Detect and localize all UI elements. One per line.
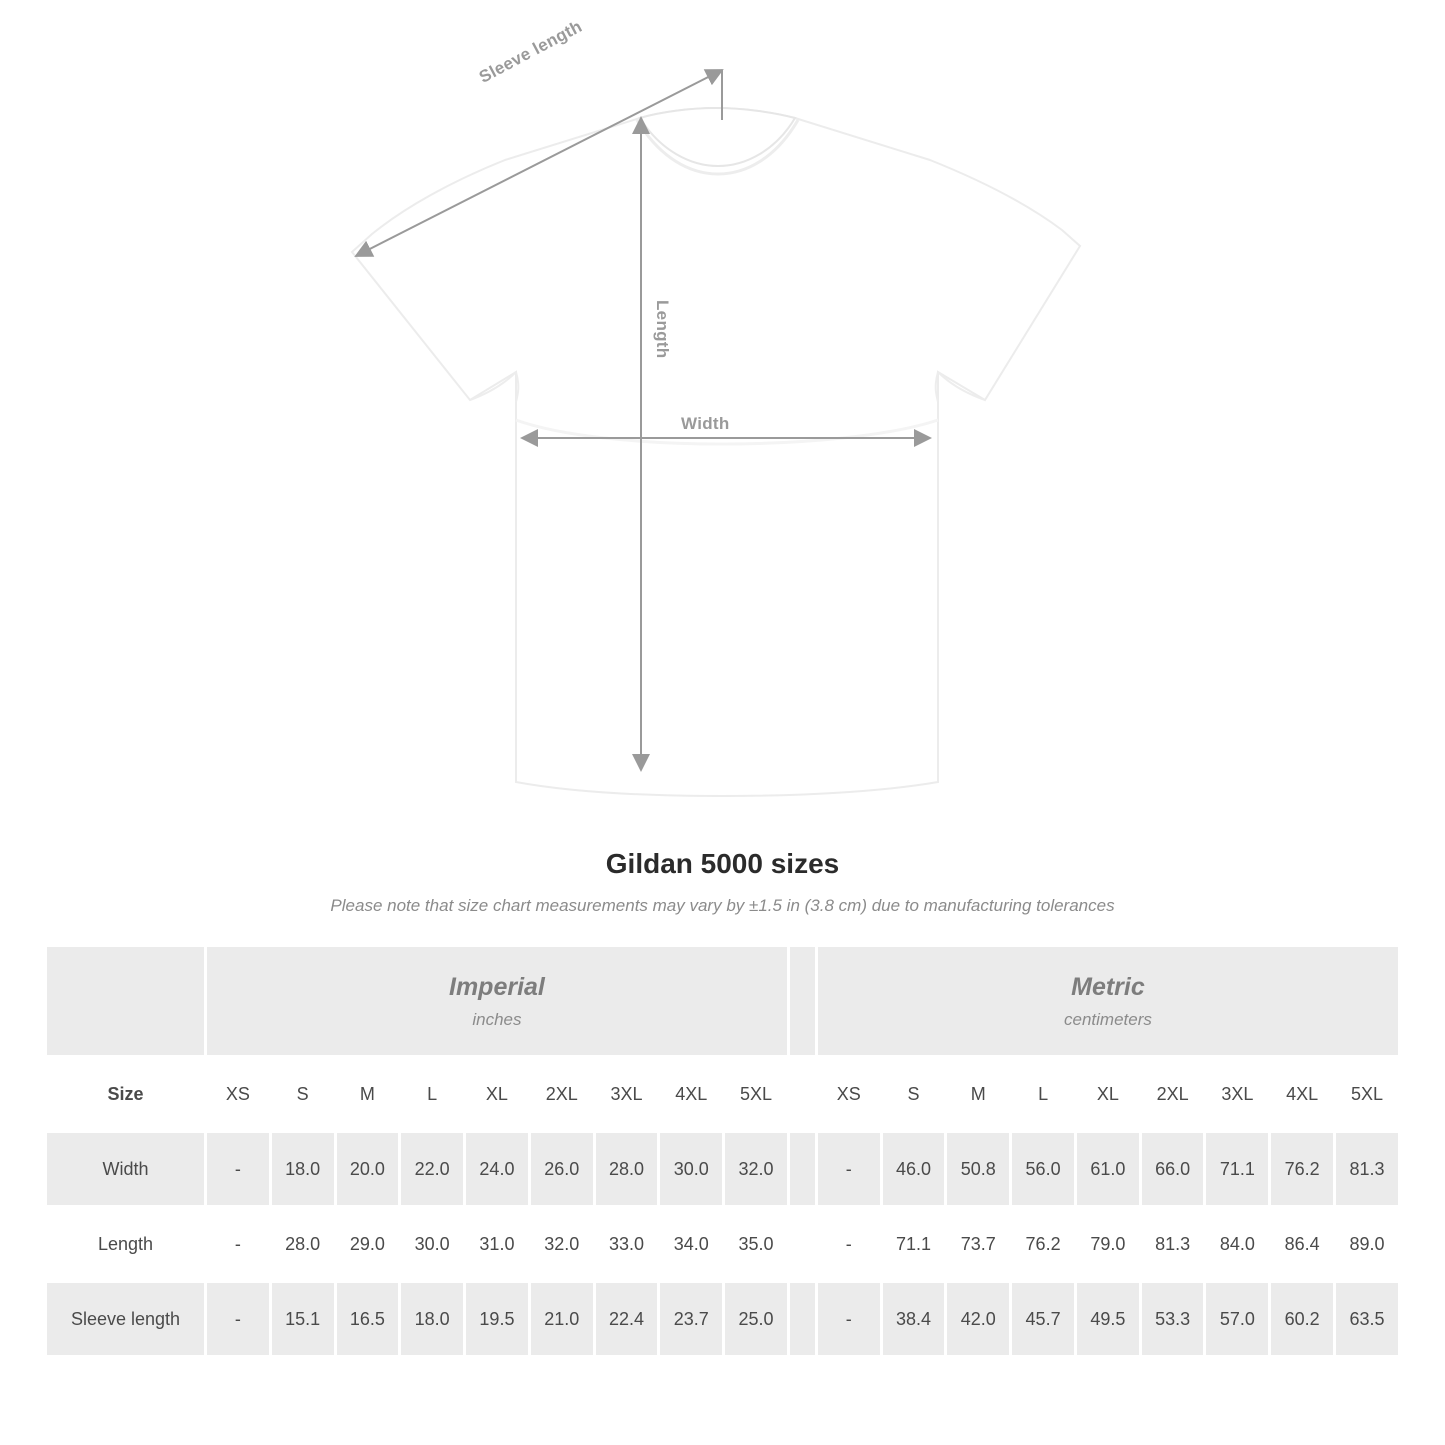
measurement-cell: 53.3 (1140, 1282, 1205, 1357)
measurement-cell: 28.0 (270, 1207, 335, 1282)
measurement-cell: 35.0 (724, 1207, 789, 1282)
measurement-label: Sleeve length (46, 1282, 206, 1357)
tshirt-shape (352, 108, 1080, 796)
unit-group-sub: centimeters (1064, 1009, 1152, 1029)
measurement-cell: - (206, 1132, 271, 1207)
sleeve-length-label: Sleeve length (476, 16, 586, 87)
measurement-cell: 50.8 (946, 1132, 1011, 1207)
length-label: Length (653, 300, 672, 359)
measurement-cell: 86.4 (1270, 1207, 1335, 1282)
size-header-cell: S (270, 1057, 335, 1132)
measurement-cell: 60.2 (1270, 1282, 1335, 1357)
measurement-cell: 34.0 (659, 1207, 724, 1282)
measurement-cell: 32.0 (529, 1207, 594, 1282)
measurement-cell: 84.0 (1205, 1207, 1270, 1282)
unit-gap-cell (788, 1207, 816, 1282)
measurement-cell: 45.7 (1011, 1282, 1076, 1357)
size-header-cell: M (335, 1057, 400, 1132)
measurement-cell: 71.1 (1205, 1132, 1270, 1207)
size-header-cell: 5XL (1335, 1057, 1400, 1132)
size-header-cell: 2XL (1140, 1057, 1205, 1132)
measurement-cell: 19.5 (465, 1282, 530, 1357)
measurement-cell: 56.0 (1011, 1132, 1076, 1207)
measurement-cell: - (816, 1207, 881, 1282)
measurement-label: Length (46, 1207, 206, 1282)
measurement-cell: 30.0 (400, 1207, 465, 1282)
measurement-cell: 18.0 (400, 1282, 465, 1357)
size-header-cell: XL (1075, 1057, 1140, 1132)
measurement-cell: 89.0 (1335, 1207, 1400, 1282)
measurement-cell: 26.0 (529, 1132, 594, 1207)
size-header-cell: L (1011, 1057, 1076, 1132)
size-header-cell: S (881, 1057, 946, 1132)
tolerance-note: Please note that size chart measurements may vary by ±1.5 in (3.8 cm) due to manufacturing tolerances (330, 896, 1115, 915)
measurement-cell: 22.0 (400, 1132, 465, 1207)
size-header-cell: 2XL (529, 1057, 594, 1132)
unit-group-header (206, 946, 789, 1057)
size-table-wrap (44, 944, 1401, 1358)
measurement-cell: 15.1 (270, 1282, 335, 1357)
size-header-cell: 5XL (724, 1057, 789, 1132)
measurement-cell: 63.5 (1335, 1282, 1400, 1357)
unit-header-corner (46, 946, 206, 1057)
measurement-cell: 57.0 (1205, 1282, 1270, 1357)
measurement-cell: 31.0 (465, 1207, 530, 1282)
unit-header-row (46, 946, 1400, 1057)
size-header-cell: XS (206, 1057, 271, 1132)
measurement-cell: 20.0 (335, 1132, 400, 1207)
measurement-cell: 24.0 (465, 1132, 530, 1207)
unit-group-header (816, 946, 1399, 1057)
measurement-cell: 71.1 (881, 1207, 946, 1282)
measurement-cell: 32.0 (724, 1132, 789, 1207)
unit-group-name: Imperial (449, 972, 545, 1001)
unit-gap-cell (788, 1282, 816, 1357)
size-header-row (46, 1057, 1400, 1132)
unit-group-sub: inches (472, 1009, 522, 1029)
measurement-cell: 33.0 (594, 1207, 659, 1282)
measurement-cell: 23.7 (659, 1282, 724, 1357)
size-column-header: Size (46, 1057, 206, 1132)
size-header-cell: 3XL (1205, 1057, 1270, 1132)
measurement-cell: - (816, 1132, 881, 1207)
title-block (0, 848, 1445, 916)
page-title: Gildan 5000 sizes (605, 848, 840, 879)
size-header-cell: XS (816, 1057, 881, 1132)
size-header-cell: 4XL (659, 1057, 724, 1132)
table-row (46, 1207, 1400, 1282)
size-header-cell: XL (465, 1057, 530, 1132)
size-header-cell: L (400, 1057, 465, 1132)
measurement-label: Width (46, 1132, 206, 1207)
measurement-cell: 16.5 (335, 1282, 400, 1357)
unit-gap-cell (788, 1132, 816, 1207)
measurement-cell: 30.0 (659, 1132, 724, 1207)
size-header-cell: M (946, 1057, 1011, 1132)
measurement-cell: 42.0 (946, 1282, 1011, 1357)
measurement-cell: 66.0 (1140, 1132, 1205, 1207)
measurement-cell: - (816, 1282, 881, 1357)
measurement-cell: 49.5 (1075, 1282, 1140, 1357)
measurement-cell: 61.0 (1075, 1132, 1140, 1207)
measurement-cell: 25.0 (724, 1282, 789, 1357)
unit-header-gap (788, 946, 816, 1057)
measurement-cell: 81.3 (1140, 1207, 1205, 1282)
measurement-cell: 76.2 (1011, 1207, 1076, 1282)
unit-group-name: Metric (1071, 972, 1145, 1001)
measurement-cell: 46.0 (881, 1132, 946, 1207)
measurement-cell: - (206, 1282, 271, 1357)
measurement-cell: 28.0 (594, 1132, 659, 1207)
measurement-cell: 22.4 (594, 1282, 659, 1357)
measurement-cell: 79.0 (1075, 1207, 1140, 1282)
measurement-cell: 21.0 (529, 1282, 594, 1357)
measurement-cell: 29.0 (335, 1207, 400, 1282)
measurement-cell: 76.2 (1270, 1132, 1335, 1207)
measurement-cell: - (206, 1207, 271, 1282)
size-header-gap (788, 1057, 816, 1132)
width-label: Width (681, 414, 730, 433)
table-row (46, 1132, 1400, 1207)
table-row (46, 1282, 1400, 1357)
measurement-cell: 18.0 (270, 1132, 335, 1207)
measurement-cell: 81.3 (1335, 1132, 1400, 1207)
size-header-cell: 4XL (1270, 1057, 1335, 1132)
measurement-cell: 73.7 (946, 1207, 1011, 1282)
measurement-cell: 38.4 (881, 1282, 946, 1357)
size-header-cell: 3XL (594, 1057, 659, 1132)
size-table (44, 944, 1401, 1358)
